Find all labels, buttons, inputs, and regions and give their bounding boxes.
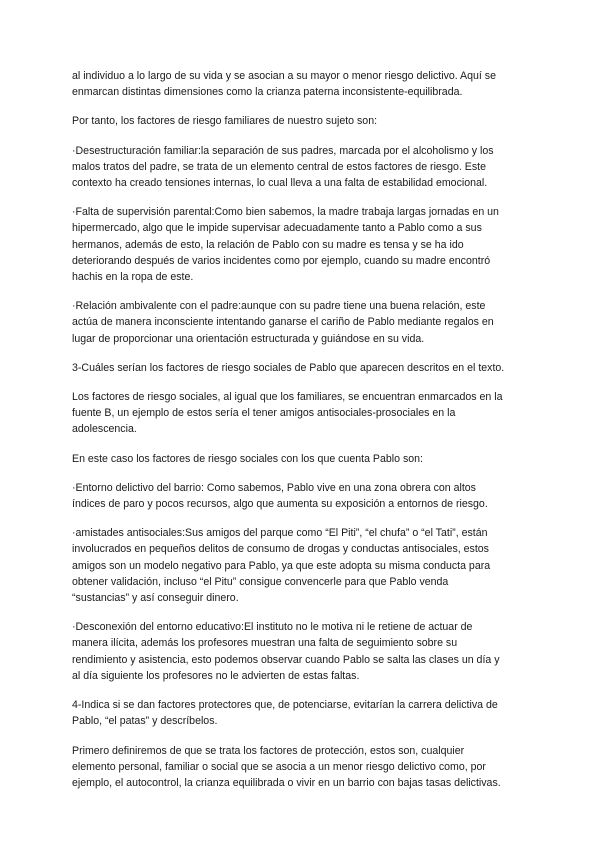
paragraph-family-breakdown: ·Desestructuración familiar:la separación de sus padres, marcada por el alcoholismo y los malos tratos del padre, se trata de un elemento central de estos factores de riesgo. Este contexto ha creado tensiones internas, lo cual lleva a una falta de estabilidad emocional. — [72, 144, 494, 190]
paragraph-antisocial-friends: ·amistades antisociales:Sus amigos del parque como “El Piti”, “el chufa” o “el Tati”, están involucrados en pequeños delitos de consumo de drogas y conductas antisociales, estos amigos son un modelo negativo para Pablo, ya que este adopta su misma conducta para obtener validación, incluso “el Pitu” consigue convencerle para que Pablo venda “sustancias” y así conseguir dinero. — [72, 527, 491, 605]
question-3-heading: 3-Cuáles serían los factores de riesgo sociales de Pablo que aparecen descritos en el texto. — [72, 361, 505, 374]
paragraph-social-risk-intro: En este caso los factores de riesgo sociales con los que cuenta Pablo son: — [72, 452, 423, 465]
document-body — [72, 68, 528, 804]
paragraph-neighborhood: ·Entorno delictivo del barrio: Como sabemos, Pablo vive en una zona obrera con altos índices de paro y pocos recursos, algo que aumenta su exposición a entornos de riesgo. — [72, 481, 488, 511]
paragraph-social-risk-definition: Los factores de riesgo sociales, al igual que los familiares, se encuentran enmarcados en la fuente B, un ejemplo de estos sería el tener amigos antisociales-prosociales en la adolescencia. — [72, 391, 503, 436]
paragraph-intro-continuation: al individuo a lo largo de su vida y se asocian a su mayor o menor riesgo delictivo. Aquí se enmarcan distintas dimensiones como la crianza paterna inconsistente-equilibrada. — [72, 70, 496, 99]
paragraph-school-disconnection: ·Desconexión del entorno educativo:El instituto no le motiva ni le retiene de actuar de manera ilícita, además los profesores muestran una falta de seguimiento sobre su rendimiento y asistencia, esto podemos observar cuando Pablo se salta las clases un día y al día siguiente los profesores no le advierten de estas faltas. — [72, 621, 500, 682]
paragraph-lack-supervision: ·Falta de supervisión parental:Como bien sabemos, la madre trabaja largas jornadas en un hipermercado, algo que le impide supervisar adecuadamente tanto a Pablo como a sus hermanos, además de esto, la relación de Pablo con su madre es tensa y se ha ido deteriorando después de varios incidentes como por ejemplo, cuando su madre encontró hachis en la ropa de este. — [72, 206, 499, 284]
paragraph-ambivalent-father: ·Relación ambivalente con el padre:aunque con su padre tiene una buena relación, este actúa de manera inconsciente intentando ganarse el cariño de Pablo mediante regalos en lugar de proporcionar una orientación estructurada y guiándose en su vida. — [72, 300, 494, 345]
paragraph-family-risk-intro: Por tanto, los factores de riesgo familiares de nuestro sujeto son: — [72, 115, 378, 128]
question-4-heading: 4-Indica si se dan factores protectores que, de potenciarse, evitarían la carrera delictiva de Pablo, “el patas” y descríbelos. — [72, 699, 498, 728]
paragraph-protective-factors: Primero definiremos de que se trata los factores de protección, estos son, cualquier elemento personal, familiar o social que se asocia a un menor riesgo delictivo como, por ejemplo, el autocontrol, la crianza equilibrada o vivir en un barrio con bajas tasas delictivas. — [72, 744, 501, 789]
